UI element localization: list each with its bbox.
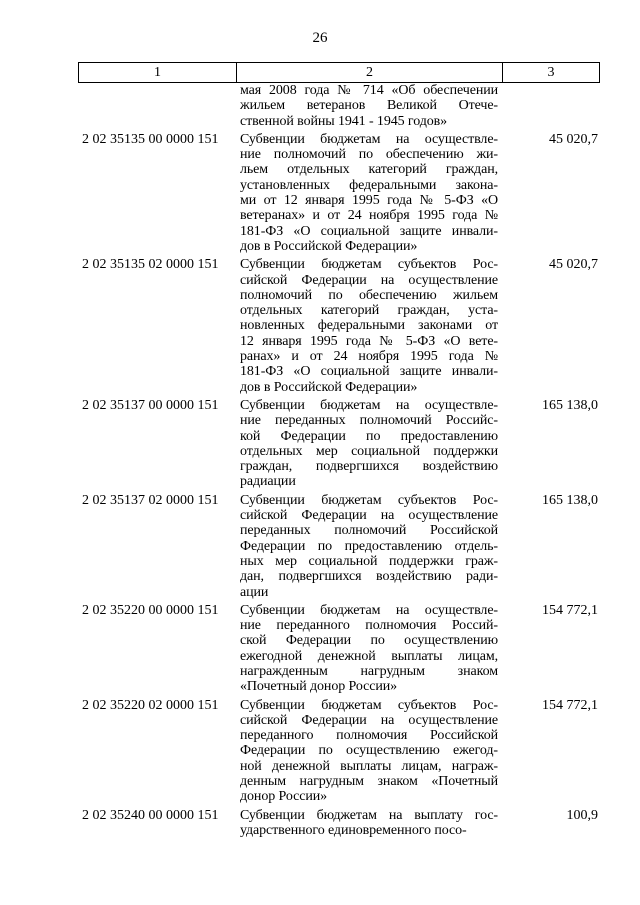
- description-line: Федерации по предоставлению отдель-: [240, 538, 498, 554]
- amount-value: 45 020,7: [549, 131, 598, 147]
- description-line: ветеранах» и от 24 ноября 1995 года №: [240, 208, 498, 224]
- row-description: [240, 603, 498, 695]
- table-row: [78, 132, 600, 254]
- description-line: Федерации по осуществлению ежегод-: [240, 743, 498, 759]
- amount-value: 100,9: [566, 807, 598, 823]
- description-line: ние переданного полномочия Россий-: [240, 618, 498, 634]
- table-row: [78, 603, 600, 695]
- description-line: льем отдельных категорий граждан,: [240, 162, 498, 178]
- description-line: Субвенции бюджетам субъектов Рос-: [240, 492, 498, 508]
- budget-code: 2 02 35135 00 0000 151: [82, 131, 219, 147]
- table-row: [78, 83, 600, 129]
- table-row: [78, 257, 600, 395]
- row-description: [240, 398, 498, 490]
- description-line: ми от 12 января 1995 года № 5-ФЗ «О: [240, 193, 498, 209]
- description-line: денным нагрудным знаком «Почетный: [240, 774, 498, 790]
- description-line: ние переданных полномочий Российс-: [240, 413, 498, 429]
- description-line: 181-ФЗ «О социальной защите инвали-: [240, 364, 498, 380]
- description-line: Субвенции бюджетам на осуществле-: [240, 397, 498, 413]
- description-line: Субвенции бюджетам на выплату гос-: [240, 807, 498, 823]
- description-line: сийской Федерации на осуществление: [240, 272, 498, 288]
- description-line: сийской Федерации на осуществление: [240, 508, 498, 524]
- row-description: [240, 132, 498, 254]
- description-line: ных мер социальной поддержки граж-: [240, 553, 498, 569]
- row-description: [240, 83, 498, 129]
- description-line: Субвенции бюджетам на осуществле-: [240, 602, 498, 618]
- description-line: переданного полномочия Российской: [240, 728, 498, 744]
- description-line: мая 2008 года № 714 «Об обеспечении: [240, 83, 498, 98]
- description-line: донор России»: [240, 789, 328, 805]
- description-line: ации: [240, 584, 269, 600]
- description-line: Субвенции бюджетам субъектов Рос-: [240, 257, 498, 273]
- description-line: радиации: [240, 474, 296, 490]
- budget-code: 2 02 35137 02 0000 151: [82, 492, 219, 508]
- table-row: [78, 493, 600, 600]
- description-line: граждан, подвергшихся воздействию: [240, 459, 498, 475]
- description-line: ежегодной денежной выплаты лицам,: [240, 648, 498, 664]
- header-col-1: 1: [79, 63, 237, 82]
- page-number: 26: [312, 30, 328, 46]
- row-description: [240, 493, 498, 600]
- description-line: 12 января 1995 года № 5-ФЗ «О вете-: [240, 333, 498, 349]
- budget-code: 2 02 35135 02 0000 151: [82, 257, 219, 273]
- description-line: сийской Федерации на осуществление: [240, 712, 498, 728]
- description-line: ранах» и от 24 ноября 1995 года №: [240, 349, 498, 365]
- description-line: ной денежной выплаты лицам, награж-: [240, 758, 498, 774]
- description-line: Субвенции бюджетам субъектов Рос-: [240, 697, 498, 713]
- table-header: [78, 62, 600, 83]
- table-row: [78, 808, 600, 839]
- budget-code: 2 02 35220 00 0000 151: [82, 602, 219, 618]
- row-description: [240, 808, 498, 839]
- description-line: 181-ФЗ «О социальной защите инвали-: [240, 223, 498, 239]
- description-line: ние полномочий по обеспечению жи-: [240, 147, 498, 163]
- row-description: [240, 698, 498, 805]
- budget-code: 2 02 35240 00 0000 151: [82, 807, 219, 823]
- description-line: награжденным нагрудным знаком: [240, 663, 498, 679]
- description-line: отдельных мер социальной поддержки: [240, 443, 498, 459]
- budget-code: 2 02 35137 00 0000 151: [82, 397, 219, 413]
- description-line: ской Федерации по осуществлению: [240, 633, 498, 649]
- description-line: полномочий по обеспечению жильем: [240, 287, 498, 303]
- amount-value: 165 138,0: [542, 492, 598, 508]
- description-line: ственной войны 1941 - 1945 годов»: [240, 113, 448, 129]
- row-description: [240, 257, 498, 395]
- description-line: Субвенции бюджетам на осуществле-: [240, 131, 498, 147]
- description-line: жильем ветеранов Великой Отече-: [240, 98, 498, 114]
- table-body: [78, 83, 600, 838]
- description-line: «Почетный донор России»: [240, 679, 398, 695]
- header-col-2: 2: [237, 63, 503, 82]
- table-row: [78, 698, 600, 805]
- table-row: [78, 398, 600, 490]
- amount-value: 154 772,1: [542, 602, 598, 618]
- amount-value: 165 138,0: [542, 397, 598, 413]
- amount-value: 45 020,7: [549, 257, 598, 273]
- description-line: дов в Российской Федерации»: [240, 379, 418, 395]
- header-col-3: 3: [547, 65, 555, 80]
- description-line: кой Федерации по предоставлению: [240, 428, 498, 444]
- description-line: дов в Российской Федерации»: [240, 238, 418, 254]
- description-line: отдельных категорий граждан, уста-: [240, 303, 498, 319]
- budget-code: 2 02 35220 02 0000 151: [82, 697, 219, 713]
- description-line: установленных федеральными законa-: [240, 177, 498, 193]
- amount-value: 154 772,1: [542, 697, 598, 713]
- description-line: дан, подвергшихся воздействию ради-: [240, 569, 498, 585]
- description-line: ударственного единовременного посо-: [240, 822, 467, 838]
- description-line: новленных федеральными законами от: [240, 318, 498, 334]
- description-line: переданных полномочий Российской: [240, 523, 498, 539]
